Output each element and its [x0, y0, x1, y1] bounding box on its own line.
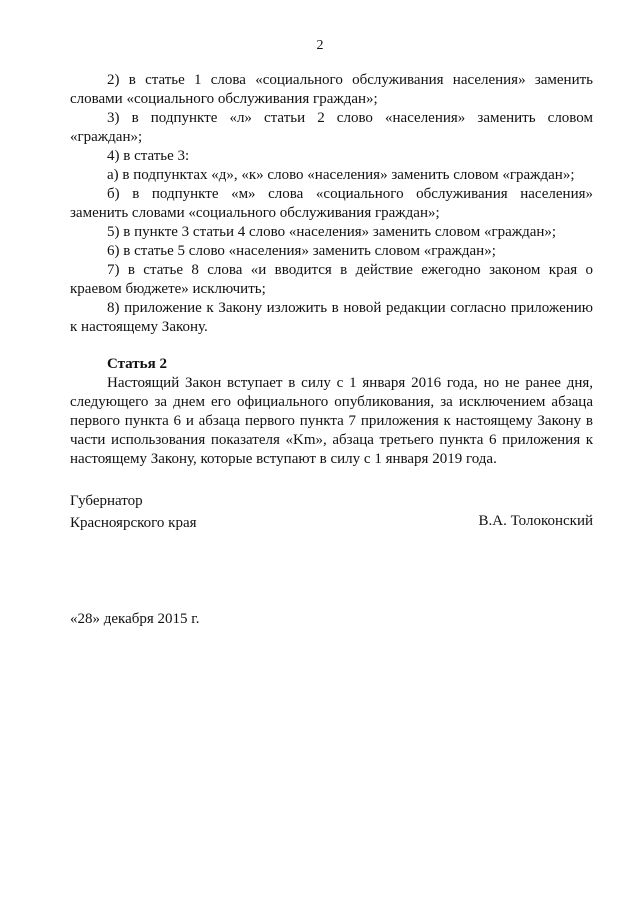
document-date: «28» декабря 2015 г.	[70, 611, 200, 627]
amendment-item: 2) в статье 1 слова «социального обслуживания населения» заменить словами «социального обслуживания граждан»;	[70, 72, 593, 107]
amendment-item: 6) в статье 5 слово «населения» заменить словом «граждан»;	[107, 243, 496, 259]
signatory-title-line1: Губернатор	[70, 493, 143, 509]
amendment-item: 8) приложение к Закону изложить в новой редакции согласно приложению к настоящему Закону.	[70, 300, 593, 335]
signatory-name: В.А. Толоконский	[478, 513, 593, 529]
amendment-item: 7) в статье 8 слова «и вводится в действие ежегодно законом края о краевом бюджете» исключить;	[70, 262, 593, 297]
page-number: 2	[316, 38, 324, 53]
article-title: Статья 2	[107, 356, 167, 372]
amendment-item: 5) в пункте 3 статьи 4 слово «населения» заменить словом «граждан»;	[107, 224, 557, 240]
amendment-item: б) в подпункте «м» слова «социального обслуживания населения» заменить словами «социального обслуживания граждан»;	[70, 186, 593, 221]
document-body	[70, 71, 593, 469]
article-2	[70, 355, 593, 469]
article-text: Настоящий Закон вступает в силу с 1 января 2016 года, но не ранее дня, следующего за днем его официального опубликования, за исключением абзаца первого пункта 6 и абзаца первого пункта 7 приложения к настоящему Закону в части использования показателя «Km», абзаца третьего пункта 6 приложения к настоящему Закону, которые вступают в силу с 1 января 2019 года.	[70, 375, 593, 467]
signatory-title-line2: Красноярского края	[70, 515, 197, 531]
amendment-item: а) в подпунктах «д», «к» слово «населения» заменить словом «граждан»;	[107, 167, 575, 183]
amendment-item: 4) в статье 3:	[107, 148, 190, 164]
amendment-item: 3) в подпункте «л» статьи 2 слово «населения» заменить словом «граждан»;	[70, 110, 593, 145]
signature-block	[70, 490, 593, 534]
